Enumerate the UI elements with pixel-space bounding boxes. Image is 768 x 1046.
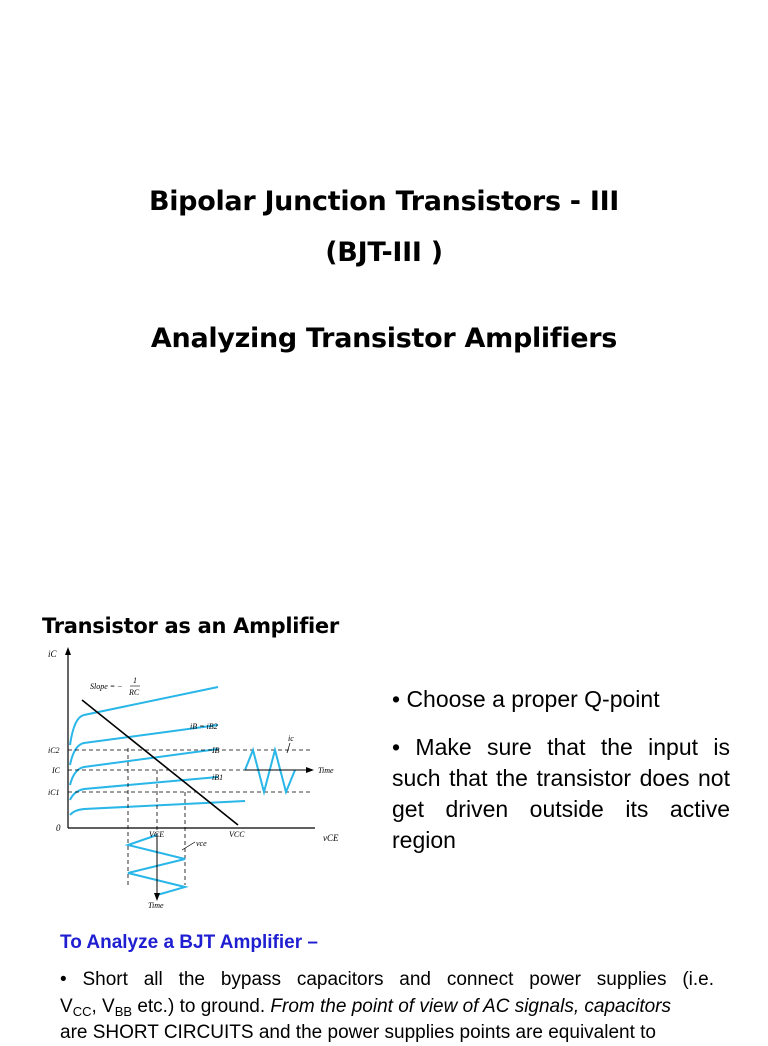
- label-ib: IB: [212, 746, 220, 755]
- ic-wave-pointer: [287, 743, 290, 753]
- amplifier-load-line-figure: [40, 645, 360, 910]
- time-label-right: Time: [318, 766, 334, 775]
- ic-wave-label: ic: [288, 734, 294, 743]
- analyze-heading: To Analyze a BJT Amplifier –: [60, 932, 318, 953]
- slope-denominator: RC: [129, 688, 140, 697]
- slope-label: Slope = −: [90, 682, 123, 691]
- vcc-symbol: $V_{CC}$: [60, 996, 92, 1019]
- origin-label: 0: [56, 823, 61, 833]
- bullet-active-region: • Make sure that the input is such that the transistor does not get driven outside its active region: [392, 734, 730, 853]
- curve-ib-low: [70, 801, 245, 815]
- time-arrow-bottom: [154, 893, 160, 901]
- italic-note: From the point of view of AC signals, capacitors: [270, 996, 671, 1017]
- bullet-qpoint: • Choose a proper Q-point: [392, 686, 660, 712]
- paragraph-line-3: are SHORT CIRCUITS and the power supplies points are equivalent to: [60, 1022, 656, 1043]
- bullet-list: [392, 684, 730, 856]
- label-ic: IC: [52, 766, 60, 775]
- paragraph-line-1: • Short all the bypass capacitors and connect power supplies (i.e.: [60, 969, 714, 990]
- title-line-2: (BJT-III ): [325, 237, 443, 268]
- label-ib-ib2: iB = iB2: [190, 722, 218, 731]
- time-arrow-right: [306, 767, 314, 773]
- x-axis-label: vCE: [323, 833, 339, 843]
- vce-wave-pointer: [182, 842, 195, 850]
- label-ic2: iC2: [48, 746, 60, 755]
- time-label-bottom: Time: [148, 901, 164, 910]
- load-line: [82, 700, 238, 825]
- label-ib1: iB1: [212, 773, 224, 782]
- title-line-3: Analyzing Transistor Amplifiers: [150, 323, 618, 354]
- curve-ib1: [70, 777, 218, 800]
- ic-waveform: [245, 750, 295, 792]
- vce-wave-label: vce: [196, 839, 207, 848]
- label-vcc: VCC: [229, 830, 245, 839]
- y-axis-label: iC: [48, 649, 57, 659]
- label-vce-point: VCE: [149, 830, 165, 839]
- slope-numerator: 1: [133, 676, 137, 685]
- vbb-symbol: $V_{BB}$: [102, 996, 133, 1019]
- section-heading: Transistor as an Amplifier: [42, 614, 339, 638]
- y-axis-arrow: [65, 647, 71, 655]
- label-ic1: iC1: [48, 788, 60, 797]
- title-line-1: Bipolar Junction Transistors - III: [148, 186, 620, 217]
- paragraph-line-2: $V_{CC}$, $V_{BB}$ etc.) to ground. From the point of view of AC signals, capacitors: [60, 996, 671, 1019]
- curve-ib-top: [70, 687, 218, 745]
